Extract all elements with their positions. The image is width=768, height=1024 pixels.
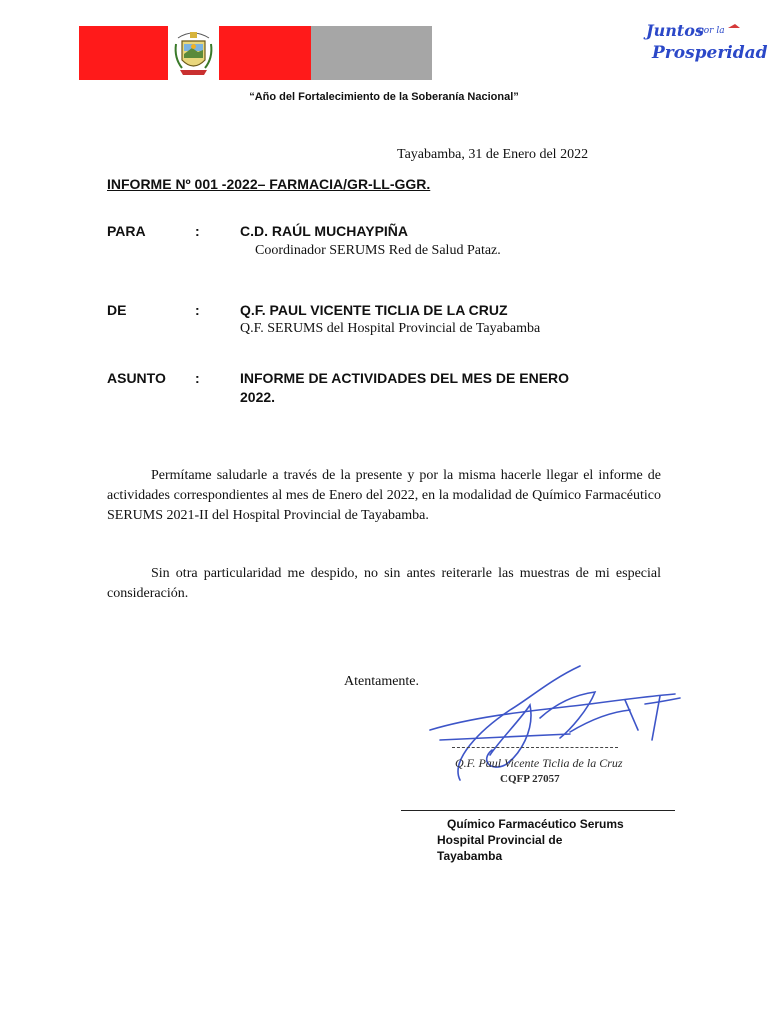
stamp-dashed-rule xyxy=(452,747,618,748)
signatory-block xyxy=(437,816,647,864)
brand-logo xyxy=(640,18,768,66)
de-colon: : xyxy=(195,302,200,318)
recipient-role: Coordinador SERUMS Red de Salud Pataz. xyxy=(255,243,501,258)
para-label: PARA xyxy=(107,223,146,239)
date-line: Tayabamba, 31 de Enero del 2022 xyxy=(397,147,589,162)
recipient-name: C.D. RAÚL MUCHAYPIÑA xyxy=(240,223,409,239)
de-label: DE xyxy=(107,302,127,318)
signature-line xyxy=(401,810,675,811)
signatory-institution: Hospital Provincial de xyxy=(437,833,563,847)
para-colon: : xyxy=(195,223,200,239)
closing-paragraph: Sin otra particularidad me despido, no sin antes reiterarle las muestras de mi especial consideración. xyxy=(107,566,661,601)
asunto-label: ASUNTO xyxy=(107,370,166,386)
stamp-registration: CQFP 27057 xyxy=(500,773,560,785)
closing-salutation: Atentamente. xyxy=(344,674,420,689)
brand-logo-prosperidad: Prosperidad xyxy=(652,43,768,63)
brand-logo-juntos: Juntos xyxy=(646,21,704,40)
year-motto: “Año del Fortalecimiento de la Soberanía Nacional” xyxy=(249,91,519,103)
letterhead-band-red xyxy=(219,26,311,80)
stamp-name: Q.F. Paul Vicente Ticlia de la Cruz xyxy=(455,756,623,770)
signatory-location: Tayabamba xyxy=(437,849,503,863)
signatory-title: Químico Farmacéutico Serums xyxy=(447,817,624,831)
brand-logo-porla: por la xyxy=(698,26,725,36)
sender-role: Q.F. SERUMS del Hospital Provincial de Tayabamba xyxy=(240,321,541,336)
body-paragraph: Permítame saludarle a través de la presente y por la misma hacerle llegar el informe de actividades correspondientes al mes de Enero del 2022, en la modalidad de Químico Farmacéutico SERUMS 2021-II del Hospital Provincial de Tayabamba. xyxy=(107,468,661,523)
letterhead-band-red xyxy=(79,26,168,80)
report-reference: INFORME Nº 001 -2022– FARMACIA/GR-LL-GGR. xyxy=(107,176,431,192)
subject-line-1: INFORME DE ACTIVIDADES DEL MES DE ENERO xyxy=(240,370,570,386)
asunto-colon: : xyxy=(195,370,200,386)
coat-of-arms-icon xyxy=(168,24,219,82)
subject-line-2: 2022. xyxy=(240,389,276,405)
letterhead-band-gray xyxy=(311,26,432,80)
sender-name: Q.F. PAUL VICENTE TICLIA DE LA CRUZ xyxy=(240,302,508,318)
